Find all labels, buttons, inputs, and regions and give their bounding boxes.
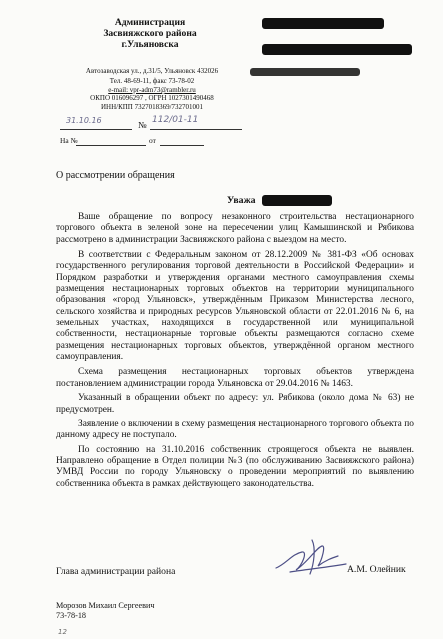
ref-no-label: На № bbox=[60, 136, 78, 145]
paragraph: Заявление о включении в схему размещения нестационарного торгового объекта по данному адресу не поступало. bbox=[56, 418, 414, 441]
number-underline bbox=[150, 129, 242, 130]
paragraph: В соответствии с Федеральным законом от 28.12.2009 № 381-ФЗ «Об основах государственного регулирования торговой деятельности в Российской Федерации» и Порядком разработки и утверждения органами местного самоуправления схемы размещения нестационарных торговых объектов на территории муниципального образования «город Ульяновск», утверждённым Приказом Министерства лесного, сельского хозяйства и природных ресурсов Ульяновской области от 22.01.2016 № 6, на земельных участках, находящихся в государственной или муниципальной собственности, нестационарные торговые объекты размещаются согласно схеме размещения нестационарных торговых объектов, утверждённой органом местного самоуправления. bbox=[56, 250, 414, 363]
ref-from-label: от bbox=[149, 136, 156, 145]
executor-info bbox=[56, 601, 155, 621]
org-header bbox=[80, 17, 220, 51]
reference-row bbox=[60, 136, 242, 148]
handwritten-signature bbox=[272, 534, 350, 580]
signatory-name: А.М. Олейник bbox=[347, 564, 406, 575]
outgoing-number-row bbox=[60, 115, 242, 132]
letter-body bbox=[56, 212, 414, 490]
org-phone: Тел. 48-69-11, факс 73-78-02 bbox=[109, 77, 195, 86]
org-contacts bbox=[60, 67, 244, 111]
ref-no-underline bbox=[76, 145, 146, 146]
letter-subject: О рассмотрении обращения bbox=[56, 170, 175, 181]
salutation bbox=[227, 195, 256, 206]
org-inn: ИНН/КПП 7327018369/732701001 bbox=[100, 102, 204, 111]
date-underline bbox=[60, 129, 132, 130]
recipient-redaction bbox=[250, 68, 360, 76]
paragraph: Схема размещения нестационарных торговых объектов утверждена постановлением администрации города Ульяновска от 29.04.2016 № 1463. bbox=[56, 367, 414, 389]
salutation-text: Уважа bbox=[227, 195, 256, 206]
org-name-line2: Засвияжского района bbox=[103, 28, 197, 40]
handwritten-date: 31.10.16 bbox=[66, 116, 102, 125]
ref-from-underline bbox=[160, 145, 204, 146]
recipient-redaction bbox=[262, 44, 412, 55]
signatory-position: Глава администрации района bbox=[56, 566, 176, 577]
org-okpo: ОКПО 016096297 , ОГРН 1027301490468 bbox=[90, 94, 214, 103]
executor-phone: 73-78-18 bbox=[56, 611, 87, 620]
addressee-name-redaction bbox=[262, 195, 332, 206]
recipient-redaction bbox=[262, 18, 384, 29]
org-address: Автозаводская ул., д.31/5, Ульяновск 432026 bbox=[85, 67, 219, 75]
executor-name: Морозов Михаил Сергеевич bbox=[56, 601, 155, 610]
org-name-line1: Администрация bbox=[114, 17, 186, 28]
paragraph: Указанный в обращении объект по адресу: ул. Рябикова (около дома № 63) не предусмотрен. bbox=[56, 393, 414, 415]
number-label: № bbox=[138, 120, 147, 130]
org-name-line3: г.Ульяновска bbox=[121, 39, 179, 51]
footer-mark: 12 bbox=[58, 628, 67, 636]
org-email: e-mail: vpr-adm73@rambler.ru bbox=[108, 85, 196, 94]
handwritten-number: 112/01-11 bbox=[152, 115, 199, 125]
paragraph: Ваше обращение по вопросу незаконного строительства нестационарного торгового объекта в зеленой зоне на пересечении улиц Камышинской и Рябикова рассмотрено в администрации Засвияжского района с выездом на место. bbox=[56, 212, 414, 245]
paragraph: По состоянию на 31.10.2016 собственник строящегося объекта не выявлен. Направлено обращение в Отдел полиции №3 (по обслуживанию Засвияжского района) УМВД России по городу Ульяновску о проведении мероприятий по выявлению собственника объекта в рамках действующего законодательства. bbox=[56, 444, 414, 489]
